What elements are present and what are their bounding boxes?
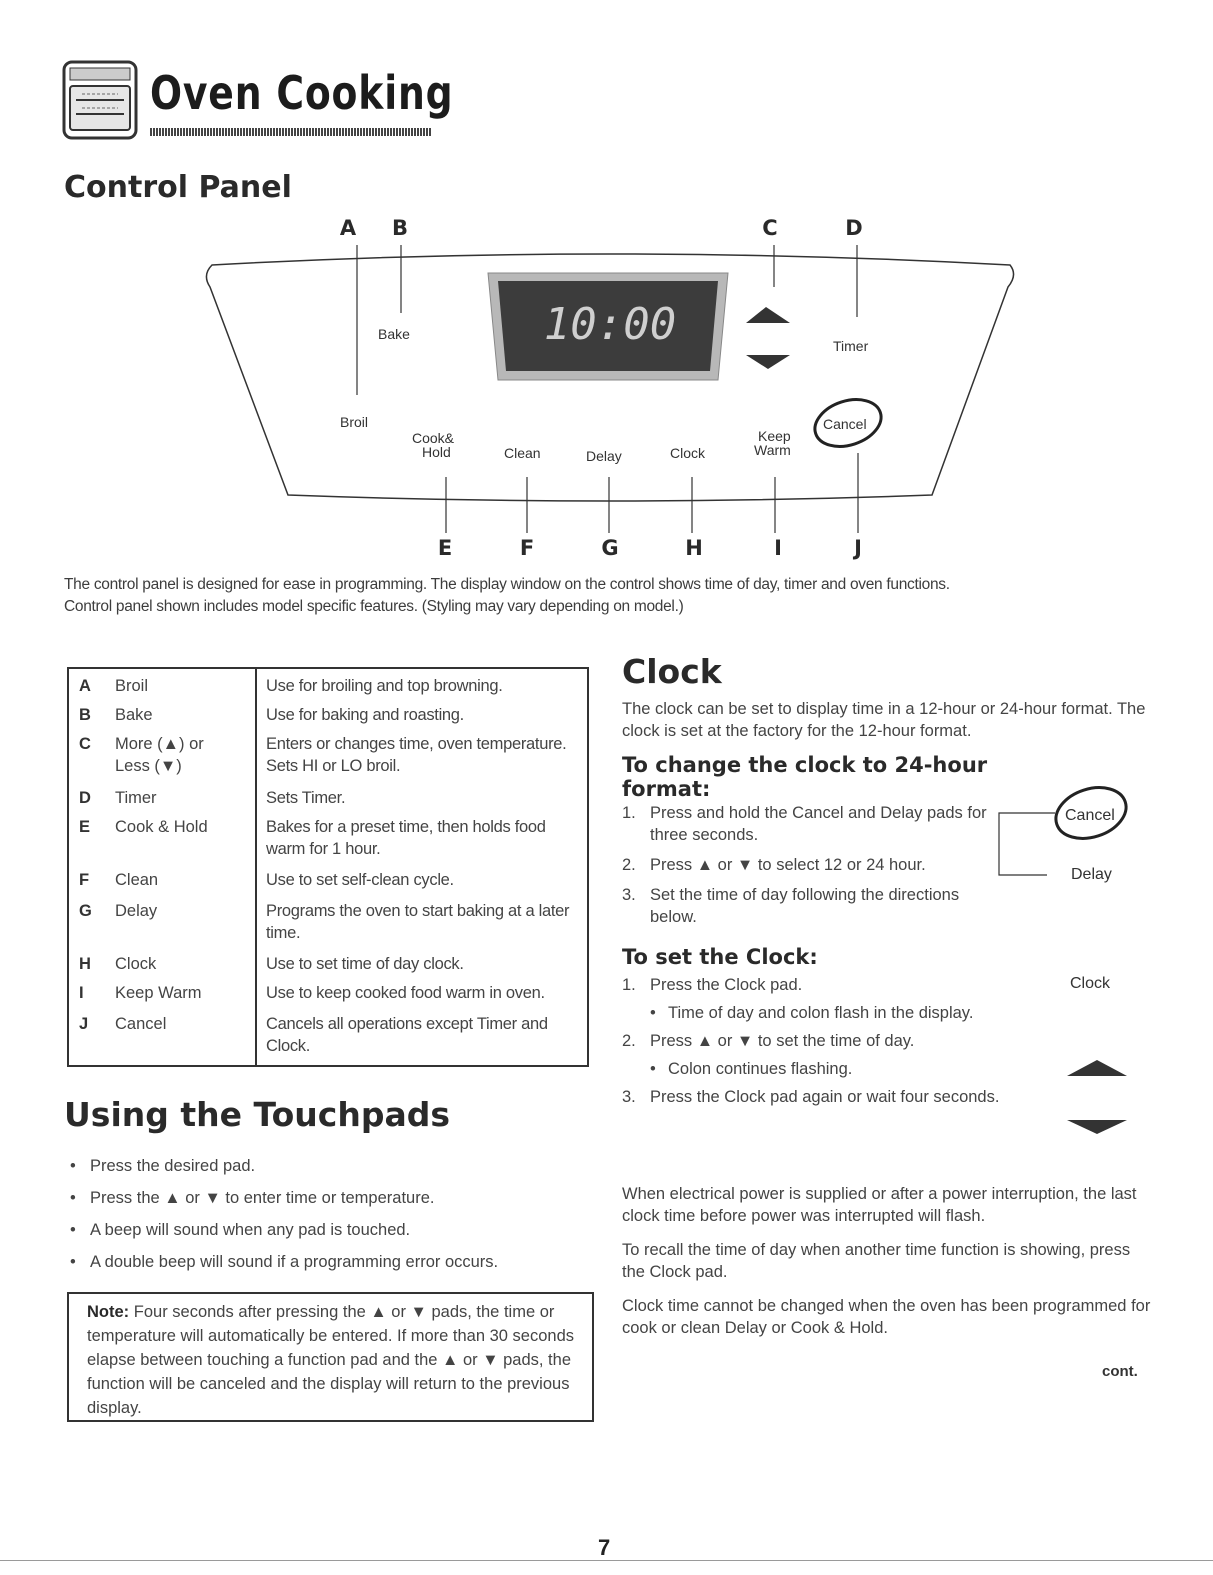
pad-timer: Timer bbox=[833, 338, 869, 354]
oven-icon bbox=[62, 60, 138, 140]
paragraph: To recall the time of day when another time function is showing, press the Clock pad. bbox=[622, 1241, 1131, 1281]
list-item: • A double beep will sound if a programming error occurs. bbox=[68, 1250, 598, 1282]
pad-broil: Broil bbox=[340, 414, 369, 430]
delay-pad-label: Delay bbox=[1071, 866, 1112, 883]
list-bullet: • Colon continues flashing. bbox=[650, 1058, 1002, 1080]
list-item: 3. Press the Clock pad again or wait four seconds. bbox=[622, 1088, 1000, 1106]
intro-line-2: Control panel shown includes model specific features. (Styling may vary depending on model.) bbox=[64, 598, 684, 615]
list-item: 1. Press and hold the Cancel and Delay pads for three seconds. bbox=[622, 804, 987, 844]
clock-paragraphs bbox=[622, 1183, 1157, 1351]
callout-f: F bbox=[519, 536, 535, 560]
callout-c: C bbox=[762, 216, 778, 240]
clock-pad-illustration bbox=[1060, 962, 1150, 1002]
touchpads-heading: Using the Touchpads bbox=[64, 1095, 450, 1134]
up-arrow-icon bbox=[746, 307, 790, 323]
display-time: 10:00 bbox=[543, 299, 677, 350]
up-arrow-icon bbox=[1067, 1060, 1127, 1076]
list-item: 2. Press ▲ or ▼ to set the time of day. • Colon continues flashing. bbox=[622, 1030, 1002, 1080]
page-title: Oven Cooking bbox=[150, 66, 454, 120]
callout-a: A bbox=[339, 216, 357, 240]
pad-cancel: Cancel bbox=[823, 416, 867, 432]
down-arrow-icon bbox=[746, 355, 790, 369]
pad-delay: Delay bbox=[586, 448, 622, 464]
continued-marker: cont. bbox=[1102, 1363, 1138, 1380]
control-panel-diagram bbox=[190, 215, 1030, 560]
touchpads-list bbox=[68, 1154, 598, 1282]
clock-heading: Clock bbox=[622, 652, 722, 691]
title-underline bbox=[150, 128, 432, 136]
clock-intro-text: The clock can be set to display time in a 12-hour or 24-hour format. The clock is set at the factory for the 12-hour format. bbox=[622, 700, 1146, 740]
arrow-pads-illustration bbox=[1055, 1050, 1145, 1140]
down-arrow-icon bbox=[1067, 1120, 1127, 1134]
callout-d: D bbox=[845, 216, 863, 240]
list-item: • Press the ▲ or ▼ to enter time or temperature. bbox=[68, 1186, 598, 1218]
intro-text bbox=[64, 574, 1154, 618]
table-divider bbox=[255, 669, 257, 1065]
intro-line-1: The control panel is designed for ease in programming. The display window on the control shows time of day, timer and oven functions. bbox=[64, 576, 950, 593]
list-item: • Press the desired pad. bbox=[68, 1154, 598, 1186]
feature-table: A Broil Use for broiling and top browning. B Bake Use for baking and roasting. C More (▲) or Less (▼) Enters or changes time, oven temperature. Sets HI or LO broil. D Timer Sets Timer. E Cook & Hold Bakes for a preset time, then holds food warm for 1 hour. F Clean Use to set self-clean cycle. G Delay Programs the oven to start baking at a later time. H Clock Use to set time of day clock. I Keep Warm Use to keep cooked food warm in oven. J Cancel Cancels all operations except Timer and Clock. bbox=[67, 667, 589, 1067]
steps-set-clock bbox=[622, 974, 1002, 1108]
list-item: 3. Set the time of day following the directions below. bbox=[622, 886, 960, 926]
bottom-rule bbox=[0, 1560, 1213, 1561]
cancel-pad-label: Cancel bbox=[1065, 807, 1115, 824]
subheading-24-hour: To change the clock to 24-hour format: bbox=[622, 753, 988, 801]
callout-i: I bbox=[774, 536, 782, 560]
pad-keep-warm-2: Warm bbox=[754, 442, 791, 458]
callout-e: E bbox=[437, 536, 453, 560]
pad-keep-warm-1: Keep bbox=[758, 428, 791, 444]
callout-j: J bbox=[854, 536, 862, 560]
list-bullet: • Time of day and colon flash in the display. bbox=[650, 1002, 1002, 1024]
callout-g: G bbox=[601, 536, 619, 560]
clock-intro bbox=[622, 698, 1157, 742]
steps-24-hour bbox=[622, 802, 1002, 928]
list-item: 2. Press ▲ or ▼ to select 12 or 24 hour. bbox=[622, 856, 926, 874]
pad-clock: Clock bbox=[670, 445, 706, 461]
callout-h: H bbox=[685, 536, 703, 560]
list-item: 1. Press the Clock pad. • Time of day and colon flash in the display. bbox=[622, 974, 1002, 1024]
pad-cook-hold-2: Hold bbox=[422, 444, 451, 460]
callout-b: B bbox=[391, 216, 409, 240]
paragraph: When electrical power is supplied or after a power interruption, the last clock time before power was interrupted will flash. bbox=[622, 1185, 1137, 1225]
control-panel-heading: Control Panel bbox=[64, 170, 292, 205]
pad-clean: Clean bbox=[504, 445, 541, 461]
list-item: • A beep will sound when any pad is touched. bbox=[68, 1218, 598, 1250]
clock-pad-label: Clock bbox=[1070, 975, 1111, 992]
note-box bbox=[67, 1292, 594, 1422]
paragraph: Clock time cannot be changed when the oven has been programmed for cook or clean Delay or Cook & Hold. bbox=[622, 1297, 1151, 1337]
cancel-delay-illustration bbox=[995, 783, 1155, 893]
note-text: Four seconds after pressing the ▲ or ▼ pads, the time or temperature will automatically be entered. If more than 30 seconds elapse between touching a function pad and the ▲ or ▼ pads, the function will be canceled and the display will return to the previous display. bbox=[87, 1303, 575, 1417]
pad-cook-hold-1: Cook& bbox=[412, 430, 455, 446]
note-label: Note: bbox=[87, 1303, 130, 1321]
page-number: 7 bbox=[598, 1535, 611, 1560]
pad-bake: Bake bbox=[378, 326, 410, 342]
subheading-set-clock: To set the Clock: bbox=[622, 945, 818, 969]
